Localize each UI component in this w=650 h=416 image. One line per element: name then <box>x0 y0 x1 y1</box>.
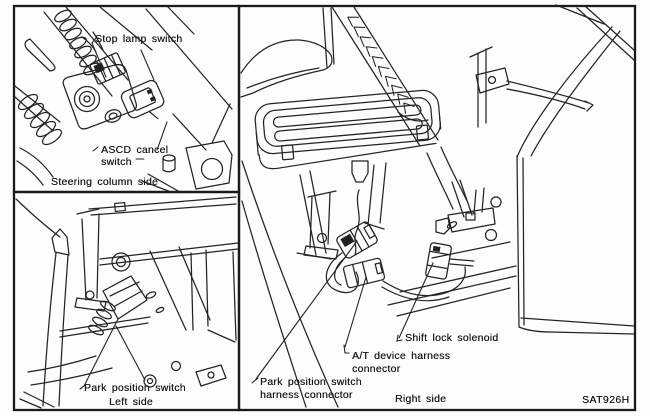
figure-code: SAT926H <box>582 394 630 406</box>
label-park-harness-line2: harness connector <box>260 389 353 401</box>
label-at-device-line2: connector <box>352 363 401 375</box>
leader-park-harness <box>256 241 357 379</box>
caption-right-side: Right side <box>395 393 447 405</box>
boot-frame <box>254 89 443 170</box>
shifter-illustration <box>241 5 634 407</box>
park-position-switch-illustration <box>16 197 238 408</box>
steering-panel-leader-lines <box>92 38 167 159</box>
park-switch-body <box>103 276 147 319</box>
stop-lamp-switch-part <box>90 52 126 84</box>
label-shift-lock-solenoid: Shift lock solenoid <box>405 332 499 344</box>
leader-ascd-tick <box>93 147 98 151</box>
caption-steering-column-side: Steering column side <box>51 176 159 188</box>
panel-border-left-side <box>14 192 239 410</box>
shift-lock-solenoid-part <box>425 242 452 279</box>
boot-stitching <box>345 12 414 113</box>
label-at-device-line1: A/T device harness <box>352 350 451 362</box>
caption-left-side: Left side <box>109 396 153 408</box>
leader-park-switch-1 <box>80 319 118 389</box>
leader-park-switch-2 <box>116 326 145 380</box>
label-ascd-cancel-line1: ASCD cancel <box>101 144 169 156</box>
ascd-cancel-switch-part <box>120 79 170 129</box>
label-park-position-switch: Park position switch <box>84 382 186 394</box>
label-park-harness-line1: Park position switch <box>260 376 362 388</box>
leader-park-harness-tick <box>252 378 258 383</box>
leader-stop-lamp-2 <box>141 50 154 80</box>
label-ascd-cancel-line2: switch <box>101 156 132 168</box>
label-stop-lamp-switch: Stop lamp switch <box>95 33 183 45</box>
